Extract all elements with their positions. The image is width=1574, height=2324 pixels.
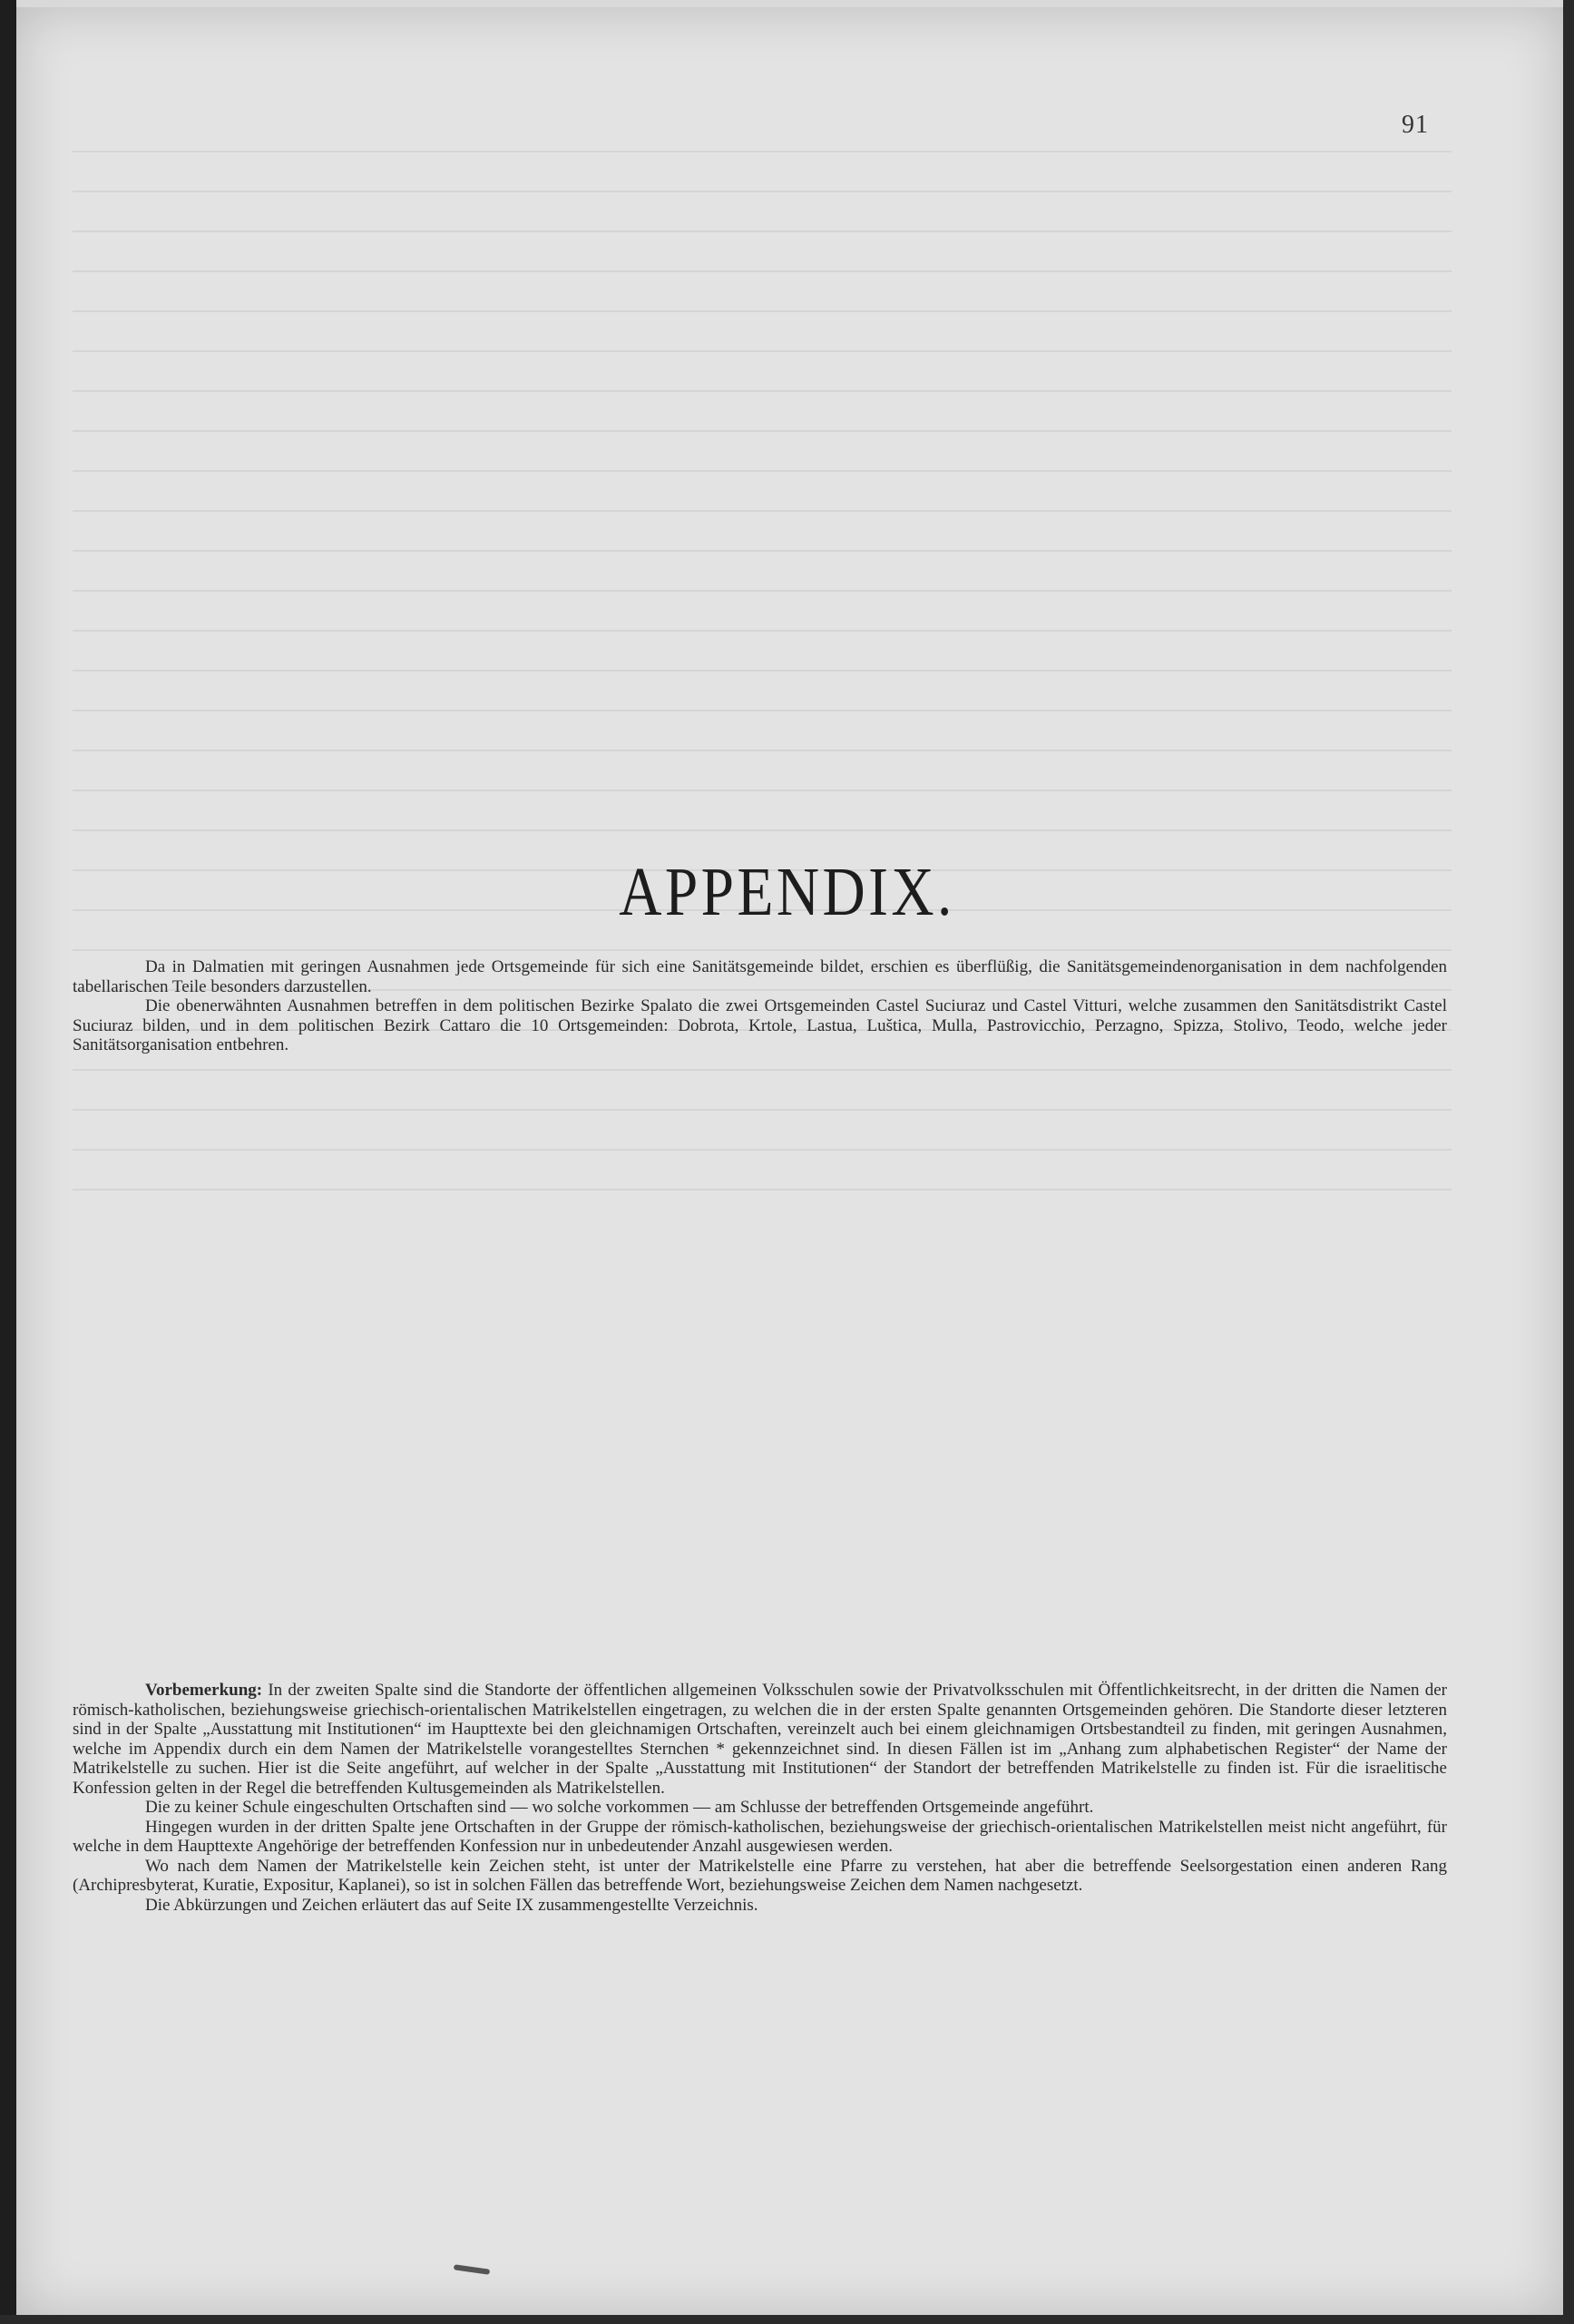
scan-edge-right [1563,0,1574,2324]
intro-section [73,957,1447,1055]
remarks-section [73,1681,1447,1915]
scan-edge-left [0,0,16,2324]
remarks-paragraph-3: Hingegen wurden in der dritten Spalte jene Ortschaften in der Gruppe der römisch-katholischen, beziehungsweise der griechisch-orientalischen Matrikelstellen meist nicht angeführt, für welche in dem Haupttexte Angehörige der betreffenden Konfession nur in unbedeutender Anzahl ausgewiesen werden. [73,1817,1447,1856]
remarks-paragraph-5: Die Abkürzungen und Zeichen erläutert das auf Seite IX zusammengestellte Verzeichnis. [145,1895,758,1915]
remarks-paragraph-4: Wo nach dem Namen der Matrikelstelle kein Zeichen steht, ist unter der Matrikelstelle eine Pfarre zu verstehen, hat aber die betreffende Seelsorgestation einen anderen Rang (Archipresbyterat, Kuratie, Expositur, Kaplanei), so ist in solchen Fällen das betreffende Wort, beziehungsweise Zeichen dem Namen nachgesetzt. [73,1856,1447,1895]
intro-paragraph-1: Da in Dalmatien mit geringen Ausnahmen jede Ortsgemeinde für sich eine Sanitätsgemeinde bildet, erschien es überflüßig, die Sanitätsgemeindenorganisation in dem nachfolgenden tabellarischen Teile besonders darzustellen. [73,957,1447,996]
page-title: APPENDIX. [619,854,955,930]
page-number: 91 [1402,111,1429,139]
remarks-paragraph-2: Die zu keiner Schule eingeschulten Ortschaften sind — wo solche vorkommen — am Schlusse der betreffenden Ortsgemeinde angeführt. [145,1798,1094,1817]
remarks-paragraph-1 [73,1681,1447,1798]
remarks-paragraph-1-text: In der zweiten Spalte sind die Standorte der öffentlichen allgemeinen Volksschulen sowie der Privatvolksschulen mit Öffentlichkeitsrecht, in der dritten die Namen der römisch-katholischen, beziehungsweise griechisch-orientalischen Matrikelstellen eingetragen, zu welchen die in der ersten Spalte genannten Ortsgemeinden gehören. Die Standorte dieser letzteren sind in der Spalte „Ausstattung mit Institutionen“ im Haupttexte bei den gleichnamigen Ortschaften, vereinzelt auch bei einem gleichnamigen Ortsbestandteil zu finden, mit geringen Ausnahmen, welche im Appendix durch ein dem Namen der Matrikelstelle vorangestelltes Sternchen * gekennzeichnet sind. In diesen Fällen ist im „Anhang zum alphabetischen Register“ der Name der Matrikelstelle zu suchen. Hier ist die Seite angeführt, auf welcher in der Spalte „Ausstattung mit Institutionen“ der Standort der betreffenden Matrikelstelle zu finden ist. Für die israelitische Konfession gelten in der Regel die betreffenden Kultusgemeinden als Matrikelstellen. [73,1681,1447,1798]
intro-paragraph-2: Die obenerwähnten Ausnahmen betreffen in dem politischen Bezirke Spalato die zwei Ortsgemeinden Castel Suciuraz und Castel Vitturi, welche zusammen den Sanitätsdistrikt Castel Suciuraz bilden, und in dem politischen Bezirk Cattaro die 10 Ortsgemeinden: Dobrota, Krtole, Lastua, Luštica, Mulla, Pastrovicchio, Perzagno, Spizza, Stolivo, Teodo, welche jeder Sanitätsorganisation entbehren. [73,996,1447,1054]
remarks-lead: Vorbemerkung: [145,1681,263,1700]
scan-edge-bottom [0,2315,1574,2324]
